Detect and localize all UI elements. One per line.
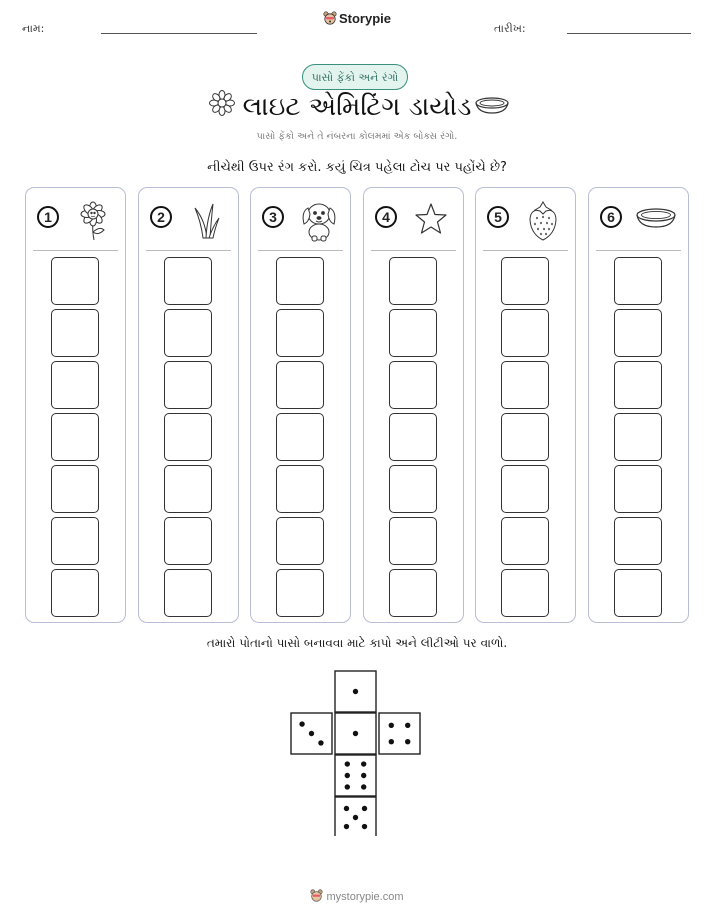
dice-face: [335, 713, 376, 754]
dice-instruction: તમારો પોતાનો પાસો બનાવવા માટે કાપો અને લીટીઓ પર વાળો.: [206, 636, 508, 650]
color-box[interactable]: [164, 517, 212, 565]
color-box[interactable]: [389, 361, 437, 409]
dice-pip: [344, 806, 349, 811]
dice-pip: [345, 761, 350, 766]
column-number: 2: [150, 206, 172, 228]
dice-face: [379, 713, 420, 754]
dice-pip: [299, 721, 304, 726]
bowl-icon: [474, 96, 510, 116]
strawberry-icon: [520, 196, 566, 242]
color-box[interactable]: [389, 413, 437, 461]
dice-pip: [361, 773, 366, 778]
name-line[interactable]: [101, 33, 257, 34]
dice-pip: [362, 806, 367, 811]
worksheet-instruction: નીચેથી ઉપર રંગ કરો. કયું ચિત્ર પહેલા ટોચ પર પહોંચે છે?: [207, 160, 507, 175]
color-box[interactable]: [51, 517, 99, 565]
color-box[interactable]: [614, 309, 662, 357]
color-box[interactable]: [164, 309, 212, 357]
column-divider: [483, 250, 568, 251]
column-number: 6: [600, 206, 622, 228]
dice-pip: [344, 824, 349, 829]
footer-url[interactable]: mystorypie.com: [326, 891, 404, 903]
column-3: [250, 187, 351, 623]
name-label: નામ:: [22, 22, 45, 35]
flower-icon: [70, 196, 116, 242]
color-box[interactable]: [51, 465, 99, 513]
color-box[interactable]: [276, 413, 324, 461]
dice-pip: [309, 731, 314, 736]
column-1: [25, 187, 126, 623]
puppy-icon: [295, 196, 341, 242]
dice-face: [335, 671, 376, 712]
dice-face: [291, 713, 332, 754]
color-box[interactable]: [164, 361, 212, 409]
color-box[interactable]: [614, 465, 662, 513]
color-box[interactable]: [389, 569, 437, 617]
color-box[interactable]: [51, 257, 99, 305]
color-box[interactable]: [614, 569, 662, 617]
footer: [0, 889, 714, 903]
color-box[interactable]: [276, 517, 324, 565]
color-box[interactable]: [276, 309, 324, 357]
dice-pip: [405, 739, 410, 744]
color-box[interactable]: [614, 413, 662, 461]
dice-pip: [353, 815, 358, 820]
column-divider: [596, 250, 681, 251]
color-box[interactable]: [51, 361, 99, 409]
color-box[interactable]: [614, 517, 662, 565]
color-box[interactable]: [501, 569, 549, 617]
color-box[interactable]: [389, 517, 437, 565]
color-box[interactable]: [501, 465, 549, 513]
column-number: 5: [487, 206, 509, 228]
dice-face: [335, 755, 376, 796]
color-box[interactable]: [51, 309, 99, 357]
dice-pip: [345, 784, 350, 789]
dice-pip: [389, 723, 394, 728]
color-box[interactable]: [164, 257, 212, 305]
color-box[interactable]: [501, 361, 549, 409]
column-divider: [258, 250, 343, 251]
color-box[interactable]: [389, 257, 437, 305]
dice-pip: [361, 761, 366, 766]
color-box[interactable]: [51, 569, 99, 617]
column-number: 3: [262, 206, 284, 228]
dice-pip: [353, 731, 358, 736]
dice-pip: [345, 773, 350, 778]
color-box[interactable]: [501, 413, 549, 461]
column-5: [475, 187, 576, 623]
brand-logo: [0, 11, 714, 26]
color-box[interactable]: [501, 517, 549, 565]
dice-face: [335, 797, 376, 836]
column-4: [363, 187, 464, 623]
date-label: તારીખ:: [494, 22, 526, 35]
column-divider: [371, 250, 456, 251]
color-box[interactable]: [51, 413, 99, 461]
dice-pip: [318, 740, 323, 745]
column-divider: [146, 250, 231, 251]
dice-pip: [362, 824, 367, 829]
dice-net: [290, 670, 426, 836]
column-6: [588, 187, 689, 623]
color-box[interactable]: [614, 257, 662, 305]
dice-pip: [361, 784, 366, 789]
grass-icon: [183, 196, 229, 242]
bear-logo-icon: [310, 889, 323, 902]
column-number: 1: [37, 206, 59, 228]
dice-pip: [389, 739, 394, 744]
worksheet-subtitle: પાસો ફેંકો અને તે નંબરના કોલમમાં એક બોક્સ રંગો.: [256, 131, 458, 142]
column-2: [138, 187, 239, 623]
color-box[interactable]: [164, 465, 212, 513]
color-box[interactable]: [501, 257, 549, 305]
color-box[interactable]: [276, 361, 324, 409]
color-box[interactable]: [389, 465, 437, 513]
activity-tag: પાસો ફેંકો અને રંગો: [302, 64, 408, 90]
color-box[interactable]: [276, 465, 324, 513]
brand-name: Storypie: [338, 11, 391, 26]
color-box[interactable]: [614, 361, 662, 409]
date-line[interactable]: [567, 33, 691, 34]
dice-pip: [405, 723, 410, 728]
color-box[interactable]: [164, 413, 212, 461]
color-box[interactable]: [164, 569, 212, 617]
color-box[interactable]: [276, 569, 324, 617]
bowl-icon: [633, 196, 679, 242]
column-number: 4: [375, 206, 397, 228]
dice-pip: [353, 689, 358, 694]
worksheet-title: લાઇટ એમિટિંગ ડાયોડ: [242, 92, 472, 122]
color-box[interactable]: [276, 257, 324, 305]
bear-logo-icon: [323, 11, 337, 25]
color-box[interactable]: [389, 309, 437, 357]
color-box[interactable]: [501, 309, 549, 357]
star-icon: [408, 196, 454, 242]
column-divider: [33, 250, 118, 251]
